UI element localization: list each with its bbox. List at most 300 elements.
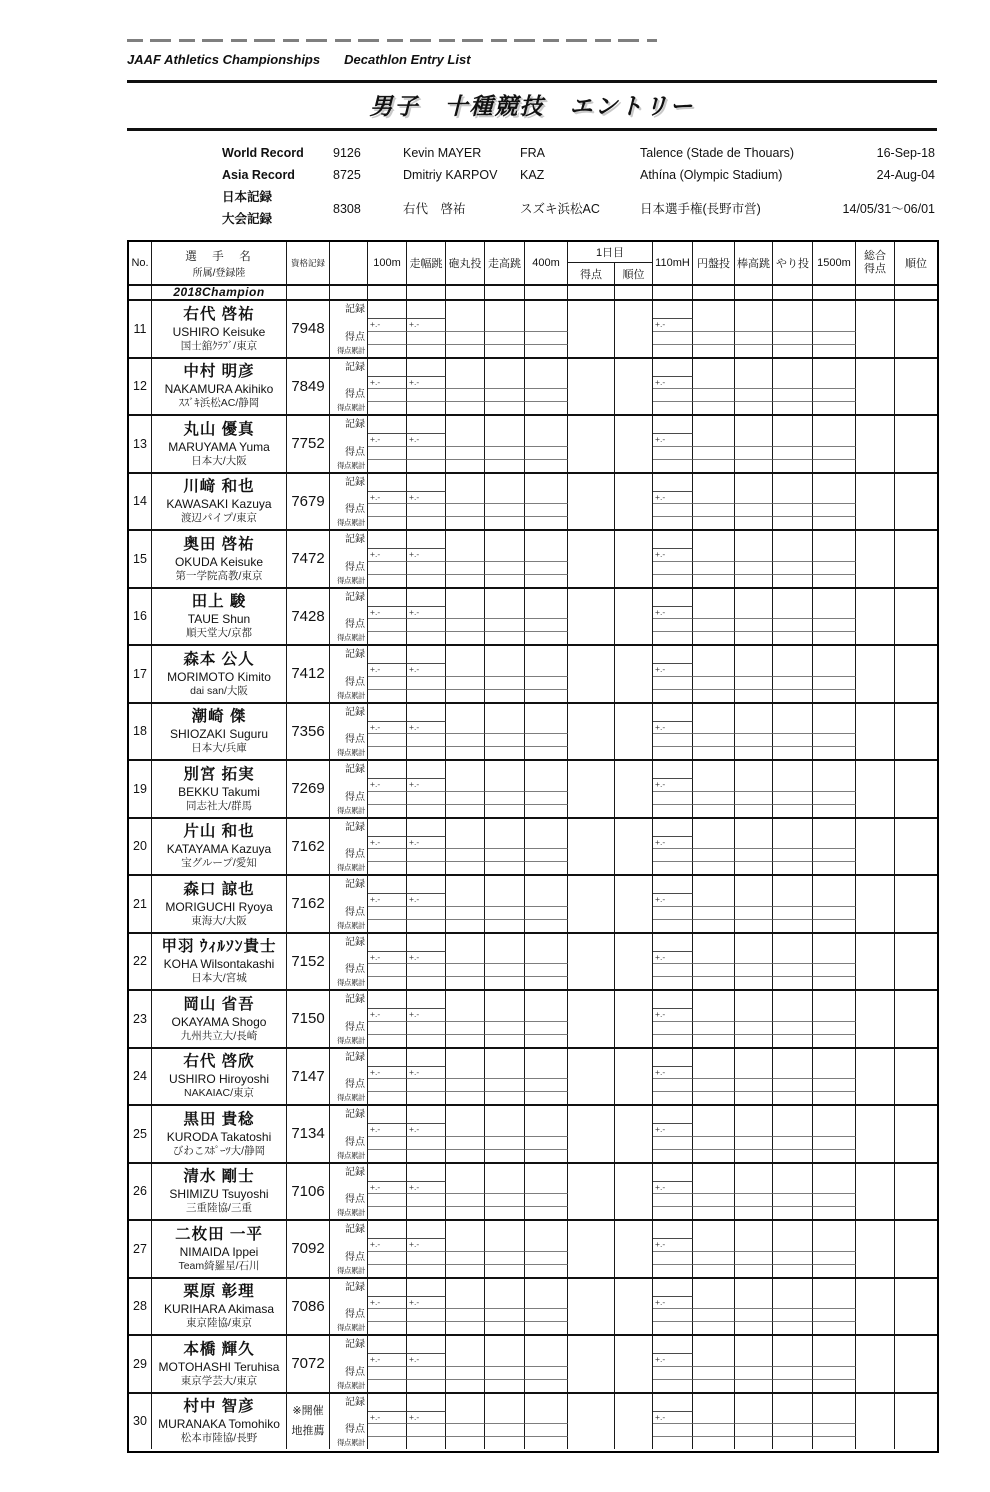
- row-label-record: 記録: [330, 991, 368, 1008]
- cumulative-cell-discus: [693, 1091, 735, 1104]
- cumulative-cell-1500m: [813, 1034, 856, 1047]
- day1-points-cell: [568, 416, 615, 472]
- athlete-name-cell: [152, 761, 287, 817]
- record-cell-shot-put: [446, 1279, 485, 1309]
- qualifying-mark-cell: [287, 416, 330, 472]
- points-cell-long-jump: [407, 848, 446, 861]
- athlete-number: 13: [129, 416, 152, 472]
- record-cell-400m: [525, 876, 568, 906]
- athlete-name-kanji: 栗原 彰理: [183, 1283, 255, 1301]
- cumulative-cell-400m: [525, 459, 568, 472]
- total-points-cell: [856, 991, 895, 1047]
- record-cell-long-jump: [407, 301, 446, 318]
- table-row: [129, 359, 937, 417]
- record-cell-javelin: [773, 1279, 813, 1309]
- wind-cell-110mh: +.-: [653, 721, 693, 734]
- athlete-affiliation: 順天堂大/京都: [186, 627, 252, 640]
- wind-cell-long-jump: +.-: [407, 491, 446, 504]
- athlete-name-latin: KURODA Takatoshi: [166, 1129, 272, 1144]
- qualifying-mark: 7948: [291, 320, 325, 338]
- wind-cell-110mh: +.-: [653, 548, 693, 561]
- qualifying-mark-cell: [287, 1221, 330, 1277]
- row-label-record: 記録: [330, 1106, 368, 1123]
- day1-rank-cell: [615, 1164, 653, 1220]
- points-cell-1500m: [813, 561, 856, 574]
- cumulative-cell-100m: [368, 344, 407, 357]
- points-cell-discus: [693, 561, 735, 574]
- points-cell-long-jump: [407, 388, 446, 401]
- cumulative-cell-1500m: [813, 919, 856, 932]
- points-cell-shot-put: [446, 906, 485, 919]
- points-cell-javelin: [773, 1078, 813, 1091]
- record-cell-110mh: [653, 934, 693, 951]
- record-cell-shot-put: [446, 1221, 485, 1251]
- cumulative-cell-1500m: [813, 401, 856, 414]
- points-cell-1500m: [813, 1251, 856, 1264]
- cumulative-cell-long-jump: [407, 459, 446, 472]
- record-cell-shot-put: [446, 934, 485, 964]
- record-cell-pole-vault: [735, 1394, 773, 1424]
- athlete-name-cell: [152, 819, 287, 875]
- points-cell-javelin: [773, 1021, 813, 1034]
- points-cell-110mh: [653, 733, 693, 746]
- athlete-name-cell: [152, 1049, 287, 1105]
- record-cell-shot-put: [446, 1164, 485, 1194]
- record-cell-javelin: [773, 991, 813, 1021]
- cumulative-cell-long-jump: [407, 976, 446, 989]
- cumulative-cell-high-jump: [485, 1321, 525, 1334]
- cumulative-cell-shot-put: [446, 459, 485, 472]
- record-label: Asia Record: [222, 168, 295, 182]
- record-cell-1500m: [813, 991, 856, 1021]
- cumulative-cell-discus: [693, 516, 735, 529]
- points-cell-400m: [525, 1021, 568, 1034]
- qualifying-mark: 7752: [291, 435, 325, 453]
- athlete-name-cell: [152, 1164, 287, 1220]
- cumulative-cell-high-jump: [485, 1436, 525, 1449]
- record-cell-400m: [525, 1164, 568, 1194]
- athlete-number: 30: [129, 1394, 152, 1450]
- cumulative-cell-110mh: [653, 919, 693, 932]
- row-label-record: 記録: [330, 531, 368, 548]
- athlete-name-latin: SHIMIZU Tsuyoshi: [169, 1187, 269, 1202]
- cumulative-cell-110mh: [653, 689, 693, 702]
- points-cell-long-jump: [407, 733, 446, 746]
- wind-cell-110mh: +.-: [653, 606, 693, 619]
- cumulative-cell-110mh: [653, 1206, 693, 1219]
- cumulative-cell-110mh: [653, 1091, 693, 1104]
- cumulative-cell-high-jump: [485, 1206, 525, 1219]
- record-cell-javelin: [773, 1049, 813, 1079]
- athlete-name-kanji: 二枚田 一平: [175, 1225, 263, 1243]
- wind-cell-100m: +.-: [368, 1238, 407, 1251]
- cumulative-cell-shot-put: [446, 746, 485, 759]
- athlete-number: 24: [129, 1049, 152, 1105]
- qualifying-mark: 7472: [291, 550, 325, 568]
- day1-rank-cell: [615, 1279, 653, 1335]
- row-label-points: 得点: [330, 733, 368, 746]
- table-row: [129, 301, 937, 359]
- cumulative-cell-javelin: [773, 401, 813, 414]
- athlete-number: 17: [129, 646, 152, 702]
- athlete-affiliation: 宝グループ/愛知: [181, 857, 257, 870]
- points-cell-110mh: [653, 676, 693, 689]
- cumulative-cell-long-jump: [407, 574, 446, 587]
- record-cell-100m: [368, 934, 407, 951]
- cumulative-cell-shot-put: [446, 861, 485, 874]
- points-cell-discus: [693, 733, 735, 746]
- athlete-name-cell: [152, 646, 287, 702]
- cumulative-cell-discus: [693, 746, 735, 759]
- record-venue: 日本選手権(長野市営): [640, 202, 761, 216]
- athlete-name-cell: [152, 1336, 287, 1392]
- qualifying-mark: 7356: [291, 722, 325, 740]
- athlete-affiliation: 東京学芸大/東京: [180, 1374, 258, 1387]
- athlete-name-cell: [152, 359, 287, 415]
- record-cell-discus: [693, 876, 735, 906]
- record-cell-pole-vault: [735, 1164, 773, 1194]
- record-cell-1500m: [813, 1049, 856, 1079]
- record-athlete: Kevin MAYER: [403, 146, 482, 160]
- athlete-affiliation: 東海大/大阪: [191, 914, 247, 927]
- cumulative-cell-shot-put: [446, 1034, 485, 1047]
- record-cell-100m: [368, 531, 407, 548]
- record-cell-shot-put: [446, 1394, 485, 1424]
- record-cell-100m: [368, 1106, 407, 1123]
- rank-cell: [895, 1394, 937, 1450]
- record-cell-javelin: [773, 1394, 813, 1424]
- points-cell-100m: [368, 1308, 407, 1321]
- cumulative-cell-high-jump: [485, 1379, 525, 1392]
- wind-cell-110mh: +.-: [653, 663, 693, 676]
- athlete-name-cell: [152, 301, 287, 357]
- record-cell-100m: [368, 704, 407, 721]
- cumulative-cell-110mh: [653, 344, 693, 357]
- rank-cell: [895, 876, 937, 932]
- record-cell-discus: [693, 934, 735, 964]
- points-cell-110mh: [653, 1366, 693, 1379]
- cumulative-cell-javelin: [773, 1264, 813, 1277]
- cumulative-cell-400m: [525, 1379, 568, 1392]
- cumulative-cell-javelin: [773, 919, 813, 932]
- cumulative-cell-pole-vault: [735, 861, 773, 874]
- wind-cell-100m: +.-: [368, 1411, 407, 1424]
- points-cell-javelin: [773, 1308, 813, 1321]
- row-label-points: 得点: [330, 503, 368, 516]
- rank-cell: [895, 416, 937, 472]
- day1-points-cell: [568, 1221, 615, 1277]
- athlete-affiliation: 東京陸協/東京: [186, 1317, 252, 1330]
- points-cell-long-jump: [407, 1136, 446, 1149]
- points-cell-long-jump: [407, 331, 446, 344]
- cumulative-cell-discus: [693, 1436, 735, 1449]
- record-cell-discus: [693, 1394, 735, 1424]
- cumulative-cell-long-jump: [407, 516, 446, 529]
- athlete-number: 28: [129, 1279, 152, 1335]
- athlete-number: 14: [129, 474, 152, 530]
- points-cell-110mh: [653, 388, 693, 401]
- wind-cell-100m: +.-: [368, 491, 407, 504]
- day1-rank-cell: [615, 474, 653, 530]
- total-points-cell: [856, 359, 895, 415]
- wind-cell-110mh: +.-: [653, 893, 693, 906]
- points-cell-long-jump: [407, 1308, 446, 1321]
- wind-cell-long-jump: +.-: [407, 1411, 446, 1424]
- points-cell-shot-put: [446, 388, 485, 401]
- athlete-name-kanji: 森本 公人: [183, 650, 255, 668]
- record-cell-400m: [525, 589, 568, 619]
- athlete-name-cell: [152, 991, 287, 1047]
- row-label-record: 記録: [330, 934, 368, 951]
- cumulative-cell-400m: [525, 1149, 568, 1162]
- points-cell-javelin: [773, 1251, 813, 1264]
- cumulative-cell-long-jump: [407, 1379, 446, 1392]
- record-cell-discus: [693, 704, 735, 734]
- wind-cell-100m: +.-: [368, 376, 407, 389]
- row-label-points: 得点: [330, 676, 368, 689]
- cumulative-cell-shot-put: [446, 1379, 485, 1392]
- record-cell-1500m: [813, 1279, 856, 1309]
- wind-cell-100m: +.-: [368, 663, 407, 676]
- cumulative-cell-discus: [693, 459, 735, 472]
- athlete-name-cell: [152, 704, 287, 760]
- day1-points-cell: [568, 991, 615, 1047]
- rank-cell: [895, 531, 937, 587]
- col-header-day1: 1日目: [568, 242, 653, 263]
- day1-points-cell: [568, 1049, 615, 1105]
- day1-points-cell: [568, 1279, 615, 1335]
- cumulative-cell-javelin: [773, 1034, 813, 1047]
- qualifying-mark: 7086: [291, 1297, 325, 1315]
- qualifying-mark-cell: [287, 1049, 330, 1105]
- points-cell-high-jump: [485, 676, 525, 689]
- points-cell-110mh: [653, 906, 693, 919]
- record-cell-1500m: [813, 416, 856, 446]
- rank-cell: [895, 1049, 937, 1105]
- row-label-points: 得点: [330, 1251, 368, 1264]
- record-cell-javelin: [773, 416, 813, 446]
- record-cell-100m: [368, 1279, 407, 1296]
- cumulative-cell-110mh: [653, 516, 693, 529]
- record-cell-100m: [368, 761, 407, 778]
- points-cell-110mh: [653, 1021, 693, 1034]
- cumulative-cell-javelin: [773, 344, 813, 357]
- wind-cell-long-jump: +.-: [407, 1181, 446, 1194]
- points-cell-javelin: [773, 388, 813, 401]
- record-cell-long-jump: [407, 1106, 446, 1123]
- record-cell-100m: [368, 1164, 407, 1181]
- record-cell-long-jump: [407, 704, 446, 721]
- record-cell-400m: [525, 1336, 568, 1366]
- wind-cell-long-jump: +.-: [407, 893, 446, 906]
- points-cell-high-jump: [485, 733, 525, 746]
- row-label-points-cum: 得点累計: [330, 746, 368, 759]
- row-label-record: 記録: [330, 1049, 368, 1066]
- athlete-name-latin: NAKAMURA Akihiko: [164, 382, 274, 397]
- points-cell-110mh: [653, 1078, 693, 1091]
- table-row: [129, 991, 937, 1049]
- row-label-record: 記録: [330, 1279, 368, 1296]
- record-cell-pole-vault: [735, 531, 773, 561]
- record-cell-pole-vault: [735, 1106, 773, 1136]
- row-label-points: 得点: [330, 906, 368, 919]
- points-cell-1500m: [813, 618, 856, 631]
- cumulative-cell-javelin: [773, 631, 813, 644]
- cumulative-cell-javelin: [773, 1379, 813, 1392]
- row-label-points-cum: 得点累計: [330, 1379, 368, 1392]
- total-points-cell: [856, 474, 895, 530]
- total-points-cell: [856, 876, 895, 932]
- record-cell-1500m: [813, 646, 856, 676]
- cumulative-cell-high-jump: [485, 976, 525, 989]
- cumulative-cell-discus: [693, 1206, 735, 1219]
- cumulative-cell-shot-put: [446, 1149, 485, 1162]
- athlete-name-latin: USHIRO Hiroyoshi: [168, 1072, 270, 1087]
- athlete-name-kanji: 潮崎 傑: [191, 708, 247, 726]
- record-cell-high-jump: [485, 1106, 525, 1136]
- cumulative-cell-shot-put: [446, 689, 485, 702]
- record-cell-long-jump: [407, 934, 446, 951]
- athlete-affiliation: 九州共立大/長崎: [180, 1029, 258, 1042]
- record-cell-400m: [525, 1279, 568, 1309]
- cumulative-cell-1500m: [813, 1264, 856, 1277]
- row-label-record: 記録: [330, 1336, 368, 1353]
- points-cell-1500m: [813, 1021, 856, 1034]
- cumulative-cell-shot-put: [446, 804, 485, 817]
- points-cell-pole-vault: [735, 676, 773, 689]
- record-cell-discus: [693, 1106, 735, 1136]
- rank-cell: [895, 704, 937, 760]
- record-cell-high-jump: [485, 474, 525, 504]
- day1-rank-cell: [615, 934, 653, 990]
- table-row: [129, 704, 937, 762]
- cumulative-cell-1500m: [813, 689, 856, 702]
- record-cell-discus: [693, 1279, 735, 1309]
- row-label-points-cum: 得点累計: [330, 919, 368, 932]
- points-cell-pole-vault: [735, 848, 773, 861]
- points-cell-javelin: [773, 906, 813, 919]
- points-cell-javelin: [773, 618, 813, 631]
- record-cell-pole-vault: [735, 761, 773, 791]
- points-cell-100m: [368, 733, 407, 746]
- points-cell-110mh: [653, 618, 693, 631]
- points-cell-110mh: [653, 1193, 693, 1206]
- qualifying-mark: 7092: [291, 1240, 325, 1258]
- cumulative-cell-long-jump: [407, 344, 446, 357]
- day1-points-cell: [568, 531, 615, 587]
- points-cell-javelin: [773, 1193, 813, 1206]
- total-points-cell: [856, 934, 895, 990]
- athlete-name-cell: [152, 589, 287, 645]
- horizontal-rule-top: [127, 80, 937, 83]
- cumulative-cell-1500m: [813, 574, 856, 587]
- points-cell-discus: [693, 331, 735, 344]
- athlete-name-latin: KURIHARA Akimasa: [163, 1302, 275, 1317]
- athlete-name-kanji: 右代 啓欣: [183, 1053, 255, 1071]
- points-cell-high-jump: [485, 446, 525, 459]
- row-label-record: 記録: [330, 359, 368, 376]
- cumulative-cell-high-jump: [485, 1034, 525, 1047]
- points-cell-110mh: [653, 446, 693, 459]
- wind-cell-long-jump: +.-: [407, 1008, 446, 1021]
- points-cell-1500m: [813, 1308, 856, 1321]
- col-header-javelin: やり投: [773, 242, 813, 284]
- points-cell-long-jump: [407, 1078, 446, 1091]
- cumulative-cell-400m: [525, 516, 568, 529]
- points-cell-100m: [368, 1423, 407, 1436]
- record-cell-400m: [525, 416, 568, 446]
- cumulative-cell-110mh: [653, 861, 693, 874]
- points-cell-long-jump: [407, 676, 446, 689]
- points-cell-shot-put: [446, 676, 485, 689]
- record-cell-shot-put: [446, 589, 485, 619]
- points-cell-1500m: [813, 1423, 856, 1436]
- athlete-name-kanji: 片山 和也: [183, 823, 255, 841]
- wind-cell-110mh: +.-: [653, 1123, 693, 1136]
- athlete-name-kanji: 奥田 啓祐: [183, 535, 255, 553]
- cumulative-cell-javelin: [773, 804, 813, 817]
- points-cell-1500m: [813, 446, 856, 459]
- wind-cell-100m: +.-: [368, 1008, 407, 1021]
- row-label-points: 得点: [330, 1193, 368, 1206]
- record-cell-110mh: [653, 416, 693, 433]
- points-cell-long-jump: [407, 1193, 446, 1206]
- athlete-name-kanji: 田上 駿: [191, 593, 247, 611]
- points-cell-110mh: [653, 1251, 693, 1264]
- points-cell-400m: [525, 446, 568, 459]
- row-label-points: 得点: [330, 1366, 368, 1379]
- record-cell-110mh: [653, 1164, 693, 1181]
- cumulative-cell-discus: [693, 919, 735, 932]
- athlete-affiliation: 松本市陸協/長野: [180, 1432, 258, 1445]
- row-label-record: 記録: [330, 704, 368, 721]
- athlete-number: 23: [129, 991, 152, 1047]
- record-cell-long-jump: [407, 474, 446, 491]
- cumulative-cell-100m: [368, 861, 407, 874]
- table-row: [129, 1336, 937, 1394]
- cumulative-cell-javelin: [773, 516, 813, 529]
- champion-note-row: [129, 286, 937, 301]
- points-cell-discus: [693, 1251, 735, 1264]
- athlete-name-kanji: 村中 智彦: [183, 1398, 255, 1416]
- record-cell-400m: [525, 531, 568, 561]
- wind-cell-110mh: +.-: [653, 836, 693, 849]
- points-cell-pole-vault: [735, 1366, 773, 1379]
- wind-cell-100m: +.-: [368, 836, 407, 849]
- points-cell-100m: [368, 618, 407, 631]
- points-cell-110mh: [653, 503, 693, 516]
- qualifying-mark: 7162: [291, 837, 325, 855]
- wind-cell-long-jump: +.-: [407, 721, 446, 734]
- wind-cell-110mh: +.-: [653, 951, 693, 964]
- points-cell-shot-put: [446, 1423, 485, 1436]
- cumulative-cell-400m: [525, 746, 568, 759]
- table-row: [129, 761, 937, 819]
- points-cell-1500m: [813, 848, 856, 861]
- row-label-points-cum: 得点累計: [330, 1034, 368, 1047]
- row-label-record: 記録: [330, 301, 368, 318]
- points-cell-high-jump: [485, 503, 525, 516]
- qualifying-mark: 7428: [291, 607, 325, 625]
- cumulative-cell-long-jump: [407, 861, 446, 874]
- points-cell-shot-put: [446, 791, 485, 804]
- record-athlete: Dmitriy KARPOV: [403, 168, 498, 182]
- athlete-number: 20: [129, 819, 152, 875]
- row-label-points-cum: 得点累計: [330, 401, 368, 414]
- cumulative-cell-pole-vault: [735, 631, 773, 644]
- record-cell-100m: [368, 819, 407, 836]
- total-points-cell: [856, 589, 895, 645]
